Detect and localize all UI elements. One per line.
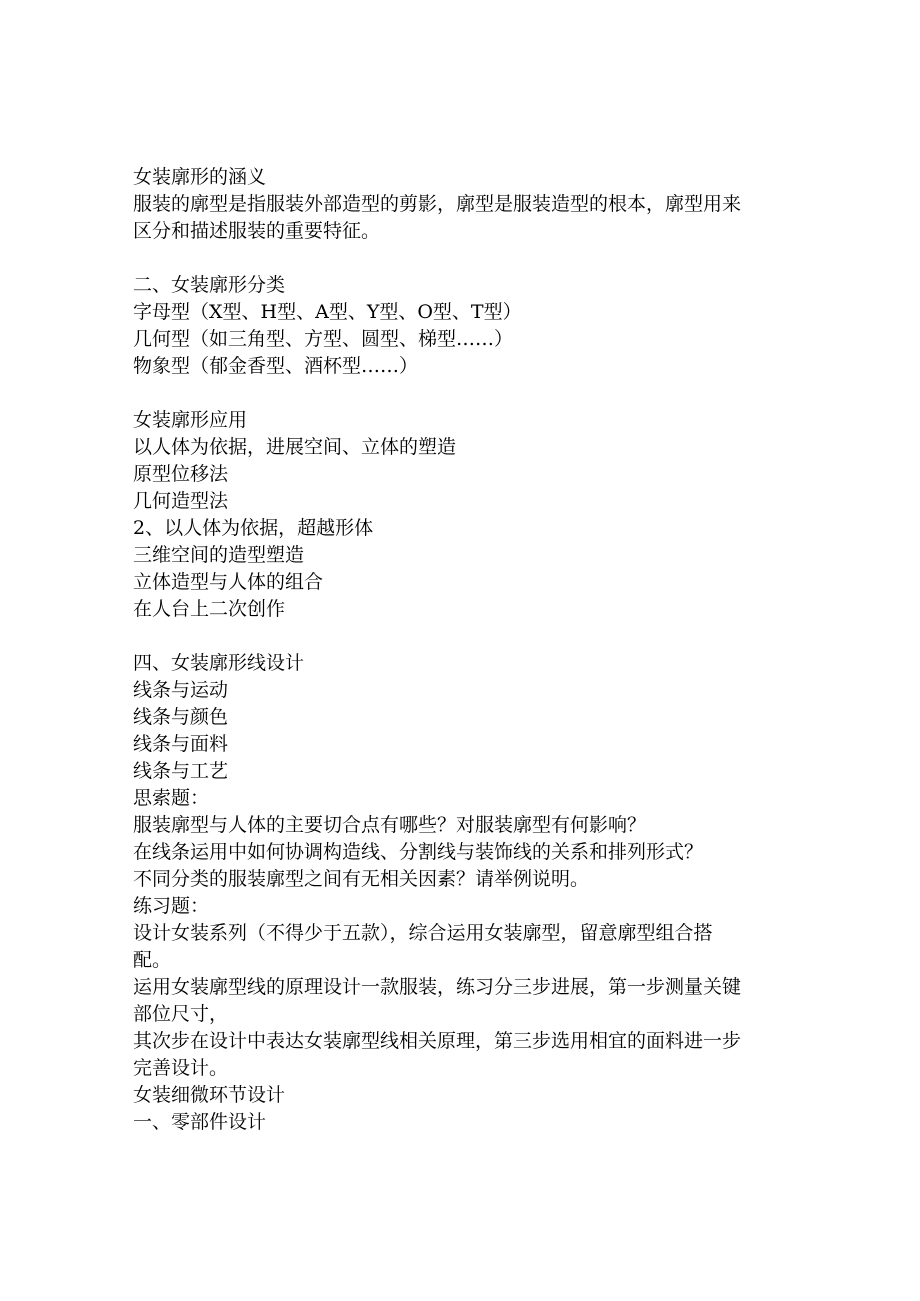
question-line: 服装廓型与人体的主要切合点有哪些？对服装廓型有何影响？ — [133, 814, 647, 836]
blank-line — [133, 245, 793, 272]
document-body — [133, 164, 793, 1136]
blank-line — [133, 380, 793, 407]
question-line: 在线条运用中如何协调构造线、分割线与装饰线的关系和排列形式？ — [133, 841, 704, 863]
list-item: 物象型（郁金香型、酒杯型……） — [133, 355, 419, 377]
list-item: 几何造型法 — [133, 490, 229, 512]
section-heading: 女装廓形的涵义 — [133, 166, 267, 188]
list-item: 立体造型与人体的组合 — [133, 571, 324, 593]
paragraph-line: 服装的廓型是指服装外部造型的剪影，廓型是服装造型的根本，廓型用来 — [133, 193, 742, 215]
section-heading: 女装细微环节设计 — [133, 1084, 286, 1106]
section-heading: 思索题： — [133, 787, 210, 809]
list-item: 线条与颜色 — [133, 706, 229, 728]
list-item: 几何型（如三角型、方型、圆型、梯型……） — [133, 328, 514, 350]
list-item: 线条与面料 — [133, 733, 229, 755]
exercise-line: 部位尺寸， — [133, 1003, 229, 1025]
section-heading: 二、女装廓形分类 — [133, 274, 286, 296]
section-heading: 女装廓形应用 — [133, 409, 248, 431]
list-item: 线条与运动 — [133, 679, 229, 701]
exercise-line: 配。 — [133, 949, 172, 971]
exercise-line: 运用女装廓型线的原理设计一款服装，练习分三步进展，第一步测量关键 — [133, 976, 742, 998]
paragraph-line: 区分和描述服装的重要特征。 — [133, 220, 381, 242]
list-item: 2、以人体为依据，超越形体 — [133, 517, 374, 539]
list-item: 字母型（X型、H型、A型、Y型、O型、T型） — [133, 301, 522, 323]
exercise-line: 其次步在设计中表达女装廓型线相关原理，第三步选用相宜的面料进一步 — [133, 1030, 742, 1052]
section-heading: 四、女装廓形线设计 — [133, 652, 305, 674]
list-item: 三维空间的造型塑造 — [133, 544, 305, 566]
list-item: 线条与工艺 — [133, 760, 229, 782]
section-heading: 练习题： — [133, 895, 210, 917]
blank-line — [133, 623, 793, 650]
list-item: 原型位移法 — [133, 463, 229, 485]
list-item: 在人台上二次创作 — [133, 598, 286, 620]
exercise-line: 设计女装系列（不得少于五款），综合运用女装廓型，留意廓型组合搭 — [133, 922, 713, 944]
section-heading: 一、零部件设计 — [133, 1111, 267, 1133]
question-line: 不同分类的服装廓型之间有无相关因素？请举例说明。 — [133, 868, 590, 890]
exercise-line: 完善设计。 — [133, 1057, 229, 1079]
list-item: 以人体为依据，进展空间、立体的塑造 — [133, 436, 457, 458]
